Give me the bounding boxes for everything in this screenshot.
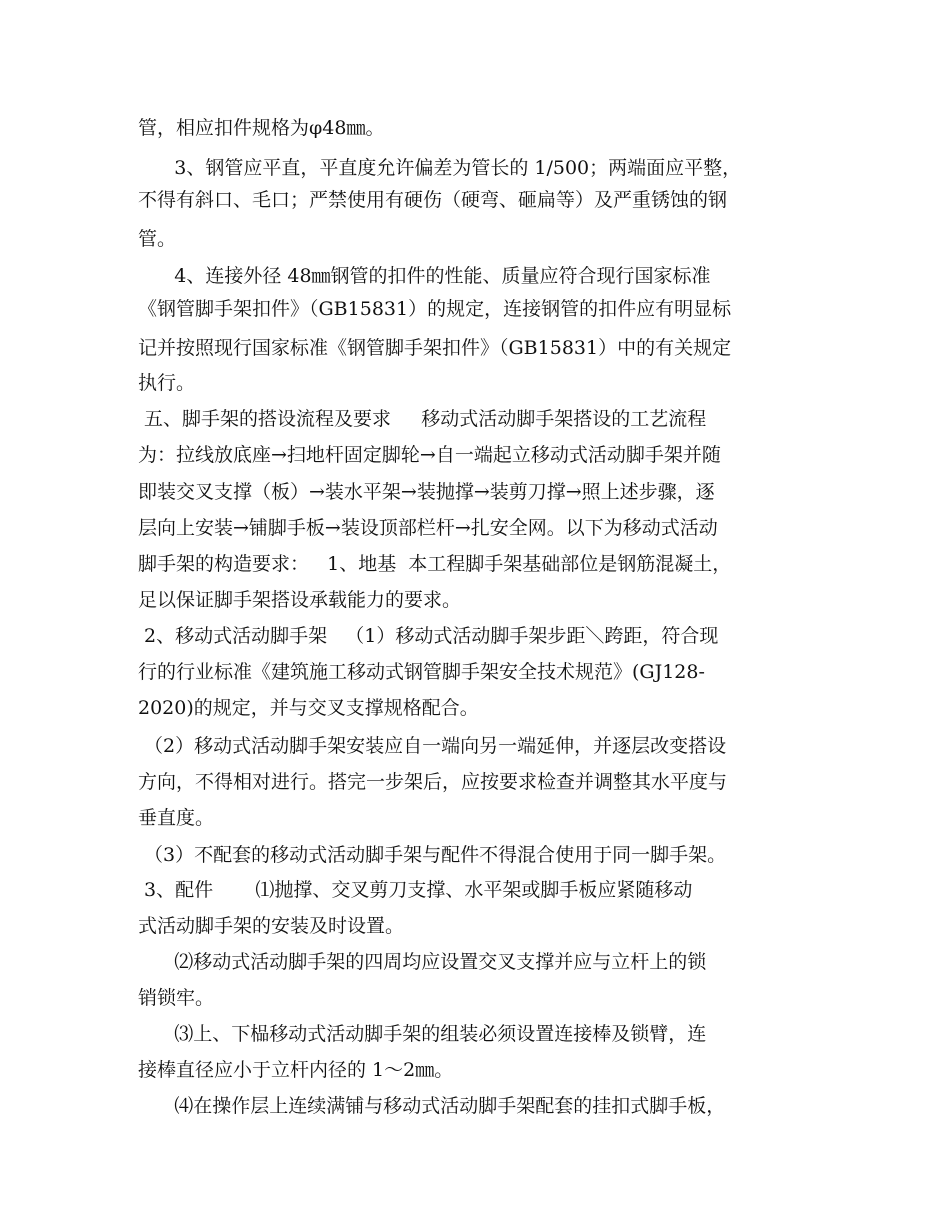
text-line: 式活动脚手架的安装及时设置。 xyxy=(138,915,405,937)
text-line: 2、移动式活动脚手架 （1）移动式活动脚手架步距＼跨距，符合现 xyxy=(138,625,719,647)
text-line: 3、钢管应平直，平直度允许偏差为管长的 1/500；两端面应平整， xyxy=(138,157,742,179)
text-line: ⑵移动式活动脚手架的四周均应设置交叉支撑并应与立杆上的锁 xyxy=(138,951,707,973)
text-line: 3、配件 ⑴抛撑、交叉剪刀支撑、水平架或脚手板应紧随移动 xyxy=(138,879,693,901)
text-line: ⑶上、下榀移动式活动脚手架的组装必须设置连接棒及锁臂，连 xyxy=(138,1023,707,1045)
text-line: 管，相应扣件规格为φ48㎜。 xyxy=(138,117,385,139)
text-line: 管。 xyxy=(138,228,177,250)
text-line: 接棒直径应小于立杆内径的 1～2㎜。 xyxy=(138,1059,454,1081)
text-line: 销锁牢。 xyxy=(138,987,215,1009)
text-line: 2020)的规定，并与交叉支撑规格配合。 xyxy=(138,697,479,719)
text-line: 记并按照现行国家标准《钢管脚手架扣件》（GB15831）中的有关规定 xyxy=(138,337,732,359)
text-line: 足以保证脚手架搭设承载能力的要求。 xyxy=(138,589,462,611)
text-line: 即装交叉支撑（板）→装水平架→装抛撑→装剪刀撑→照上述步骤，逐 xyxy=(138,481,715,503)
text-line: 行的行业标准《建筑施工移动式钢管脚手架安全技术规范》(GJ128- xyxy=(138,661,705,683)
text-line: （3）不配套的移动式活动脚手架与配件不得混合使用于同一脚手架。 xyxy=(138,844,727,866)
text-line: 不得有斜口、毛口；严禁使用有硬伤（硬弯、砸扁等）及严重锈蚀的钢 xyxy=(138,189,728,211)
text-line: 垂直度。 xyxy=(138,807,215,829)
text-line: 为：拉线放底座→扫地杆固定脚轮→自一端起立移动式活动脚手架并随 xyxy=(138,444,721,466)
text-line: 脚手架的构造要求： 1、地基 本工程脚手架基础部位是钢筋混凝土， xyxy=(138,553,732,575)
text-line: 执行。 xyxy=(138,372,196,394)
text-line: 层向上安装→铺脚手板→装设顶部栏杆→扎安全网。以下为移动式活动 xyxy=(138,517,718,539)
text-line: ⑷在操作层上连续满铺与移动式活动脚手架配套的挂扣式脚手板， xyxy=(138,1095,726,1117)
text-line: 4、连接外径 48㎜钢管的扣件的性能、质量应符合现行国家标准 xyxy=(138,265,711,287)
text-line: （2）移动式活动脚手架安装应自一端向另一端延伸，并逐层改变搭设 xyxy=(138,735,727,757)
text-line: 方向，不得相对进行。搭完一步架后，应按要求检查并调整其水平度与 xyxy=(138,771,728,793)
text-line: 《钢管脚手架扣件》（GB15831）的规定，连接钢管的扣件应有明显标 xyxy=(138,298,732,320)
text-line: 五、脚手架的搭设流程及要求 移动式活动脚手架搭设的工艺流程 xyxy=(138,408,707,430)
